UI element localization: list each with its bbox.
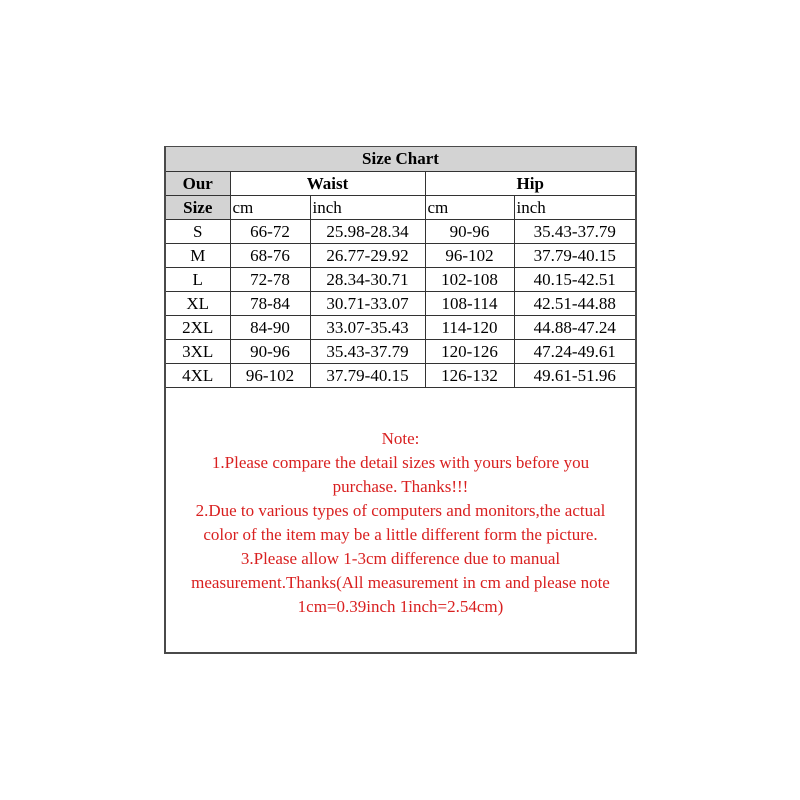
size-chart (164, 146, 637, 654)
waist-cm-cell: 66-72 (230, 220, 310, 244)
waist-cm-cell: 90-96 (230, 340, 310, 364)
our-size-label-top: Our (166, 172, 230, 196)
waist-inch-cell: 26.77-29.92 (310, 244, 425, 268)
size-cell: 2XL (166, 316, 230, 340)
chart-title: Size Chart (166, 147, 635, 172)
waist-inch-cell: 33.07-35.43 (310, 316, 425, 340)
title-row (166, 147, 635, 172)
note-line: purchase. Thanks!!! (332, 477, 469, 496)
note-line: Note: (381, 429, 420, 448)
table-row (166, 268, 635, 292)
waist-inch-unit: inch (310, 196, 425, 220)
waist-cm-cell: 96-102 (230, 364, 310, 388)
waist-inch-cell: 37.79-40.15 (310, 364, 425, 388)
hip-inch-cell: 49.61-51.96 (514, 364, 635, 388)
hip-inch-cell: 35.43-37.79 (514, 220, 635, 244)
waist-cm-cell: 72-78 (230, 268, 310, 292)
waist-inch-cell: 28.34-30.71 (310, 268, 425, 292)
table-row (166, 340, 635, 364)
table-row (166, 316, 635, 340)
table-row (166, 292, 635, 316)
waist-cm-unit: cm (230, 196, 310, 220)
hip-cm-cell: 90-96 (425, 220, 514, 244)
waist-cm-cell: 68-76 (230, 244, 310, 268)
table-row (166, 364, 635, 388)
waist-inch-cell: 25.98-28.34 (310, 220, 425, 244)
hip-cm-cell: 114-120 (425, 316, 514, 340)
hip-cm-cell: 96-102 (425, 244, 514, 268)
header-row-1 (166, 172, 635, 196)
hip-cm-cell: 120-126 (425, 340, 514, 364)
size-cell: L (166, 268, 230, 292)
header-row-2 (166, 196, 635, 220)
hip-cm-cell: 102-108 (425, 268, 514, 292)
note-text (166, 427, 635, 619)
waist-cm-cell: 84-90 (230, 316, 310, 340)
note-line: 2.Due to various types of computers and monitors,the actual (195, 501, 606, 520)
size-cell: 4XL (166, 364, 230, 388)
size-cell: XL (166, 292, 230, 316)
waist-inch-cell: 30.71-33.07 (310, 292, 425, 316)
note-line: 3.Please allow 1-3cm difference due to manual (240, 549, 561, 568)
note-line: 1.Please compare the detail sizes with yours before you (211, 453, 590, 472)
our-size-label-bottom: Size (166, 196, 230, 220)
hip-inch-cell: 47.24-49.61 (514, 340, 635, 364)
hip-header: Hip (425, 172, 635, 196)
size-cell: 3XL (166, 340, 230, 364)
hip-inch-cell: 37.79-40.15 (514, 244, 635, 268)
hip-cm-cell: 108-114 (425, 292, 514, 316)
size-table (166, 147, 635, 388)
note-line: measurement.Thanks(All measurement in cm and please note (191, 573, 610, 592)
hip-cm-cell: 126-132 (425, 364, 514, 388)
size-cell: S (166, 220, 230, 244)
hip-inch-cell: 40.15-42.51 (514, 268, 635, 292)
note-line: color of the item may be a little different form the picture. (203, 525, 598, 544)
hip-inch-unit: inch (514, 196, 635, 220)
note-line: 1cm=0.39inch 1inch=2.54cm) (297, 597, 504, 616)
size-cell: M (166, 244, 230, 268)
hip-cm-unit: cm (425, 196, 514, 220)
waist-header: Waist (230, 172, 425, 196)
table-row (166, 244, 635, 268)
waist-inch-cell: 35.43-37.79 (310, 340, 425, 364)
waist-cm-cell: 78-84 (230, 292, 310, 316)
table-row (166, 220, 635, 244)
hip-inch-cell: 44.88-47.24 (514, 316, 635, 340)
hip-inch-cell: 42.51-44.88 (514, 292, 635, 316)
